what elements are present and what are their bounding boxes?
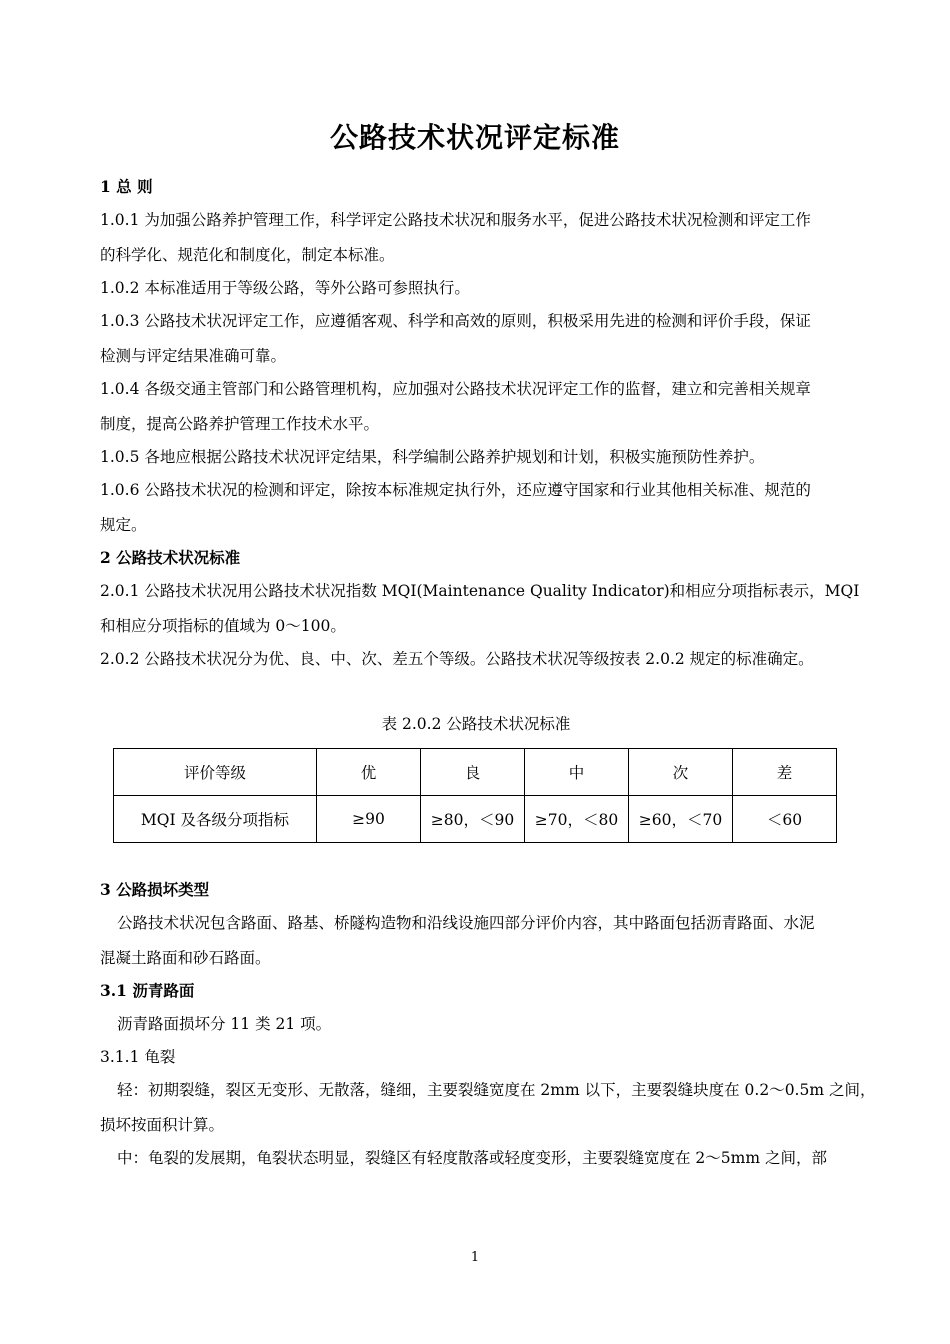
- table-cell: ＜60: [733, 796, 837, 843]
- table-row: [114, 796, 837, 843]
- paragraph-3-intro: 公路技术状况包含路面、路基、桥隧构造物和沿线设施四部分评价内容，其中路面包括沥青路面、水泥 混凝土路面和砂石路面。: [100, 914, 815, 967]
- table-cell: 次: [629, 749, 733, 796]
- table-cell: ≥70，＜80: [525, 796, 629, 843]
- paragraph-3-1-1: 3.1.1 龟裂: [100, 1048, 176, 1066]
- page-number: 1: [470, 1250, 480, 1265]
- section-1-heading: 1 总 则: [100, 177, 153, 196]
- paragraph-1-0-1: 1.0.1 为加强公路养护管理工作，科学评定公路技术状况和服务水平，促进公路技术状况检测和评定工作 的科学化、规范化和制度化，制定本标准。: [100, 211, 811, 264]
- table-cell: 优: [317, 749, 421, 796]
- paragraph-1-0-3: 1.0.3 公路技术状况评定工作，应遵循客观、科学和高效的原则，积极采用先进的检测和评价手段，保证 检测与评定结果准确可靠。: [100, 312, 811, 365]
- table-cell: 差: [733, 749, 837, 796]
- table-cell: ≥80，＜90: [421, 796, 525, 843]
- section-2-heading: 2 公路技术状况标准: [100, 548, 241, 567]
- paragraph-3-1-1-medium: 中：龟裂的发展期，龟裂状态明显，裂缝区有轻度散落或轻度变形，主要裂缝宽度在 2～5mm 之间，部: [117, 1149, 827, 1167]
- paragraph-1-0-5: 1.0.5 各地应根据公路技术状况评定结果，科学编制公路养护规划和计划，积极实施预防性养护。: [100, 448, 765, 466]
- spacer: [100, 843, 852, 877]
- paragraph-2-0-2: 2.0.2 公路技术状况分为优、良、中、次、差五个等级。公路技术状况等级按表 2.0.2 规定的标准确定。: [100, 650, 814, 668]
- table-cell: 评价等级: [114, 749, 317, 796]
- table-cell: ≥90: [317, 796, 421, 843]
- paragraph-1-0-2: 1.0.2 本标准适用于等级公路，等外公路可参照执行。: [100, 279, 470, 297]
- paragraph-1-0-4: 1.0.4 各级交通主管部门和公路管理机构，应加强对公路技术状况评定工作的监督，建立和完善相关规章 制度，提高公路养护管理工作技术水平。: [100, 380, 811, 433]
- paragraph-3-1-1-light: 轻：初期裂缝，裂区无变形、无散落，缝细，主要裂缝宽度在 2mm 以下，主要裂缝块度在 0.2～0.5m 之间， 损坏按面积计算。: [100, 1081, 876, 1134]
- document-title: 公路技术状况评定标准: [329, 121, 620, 154]
- section-3-heading: 3 公路损坏类型: [100, 880, 210, 899]
- table-caption: 表 2.0.2 公路技术状况标准: [381, 715, 571, 733]
- grade-table: [113, 748, 837, 843]
- paragraph-3-1: 沥青路面损坏分 11 类 21 项。: [117, 1015, 332, 1033]
- table-cell: ≥60，＜70: [629, 796, 733, 843]
- table-cell: MQI 及各级分项指标: [114, 796, 317, 843]
- paragraph-1-0-6: 1.0.6 公路技术状况的检测和评定，除按本标准规定执行外，还应遵守国家和行业其他相关标准、规范的 规定。: [100, 481, 811, 534]
- document-body: [100, 174, 876, 1178]
- table-cell: 良: [421, 749, 525, 796]
- section-3-1-heading: 3.1 沥青路面: [100, 981, 195, 1000]
- table-header-row: [114, 749, 837, 796]
- table-cell: 中: [525, 749, 629, 796]
- paragraph-2-0-1: 2.0.1 公路技术状况用公路技术状况指数 MQI(Maintenance Quality Indicator)和相应分项指标表示，MQI 和相应分项指标的值域为 0～100。: [100, 582, 860, 635]
